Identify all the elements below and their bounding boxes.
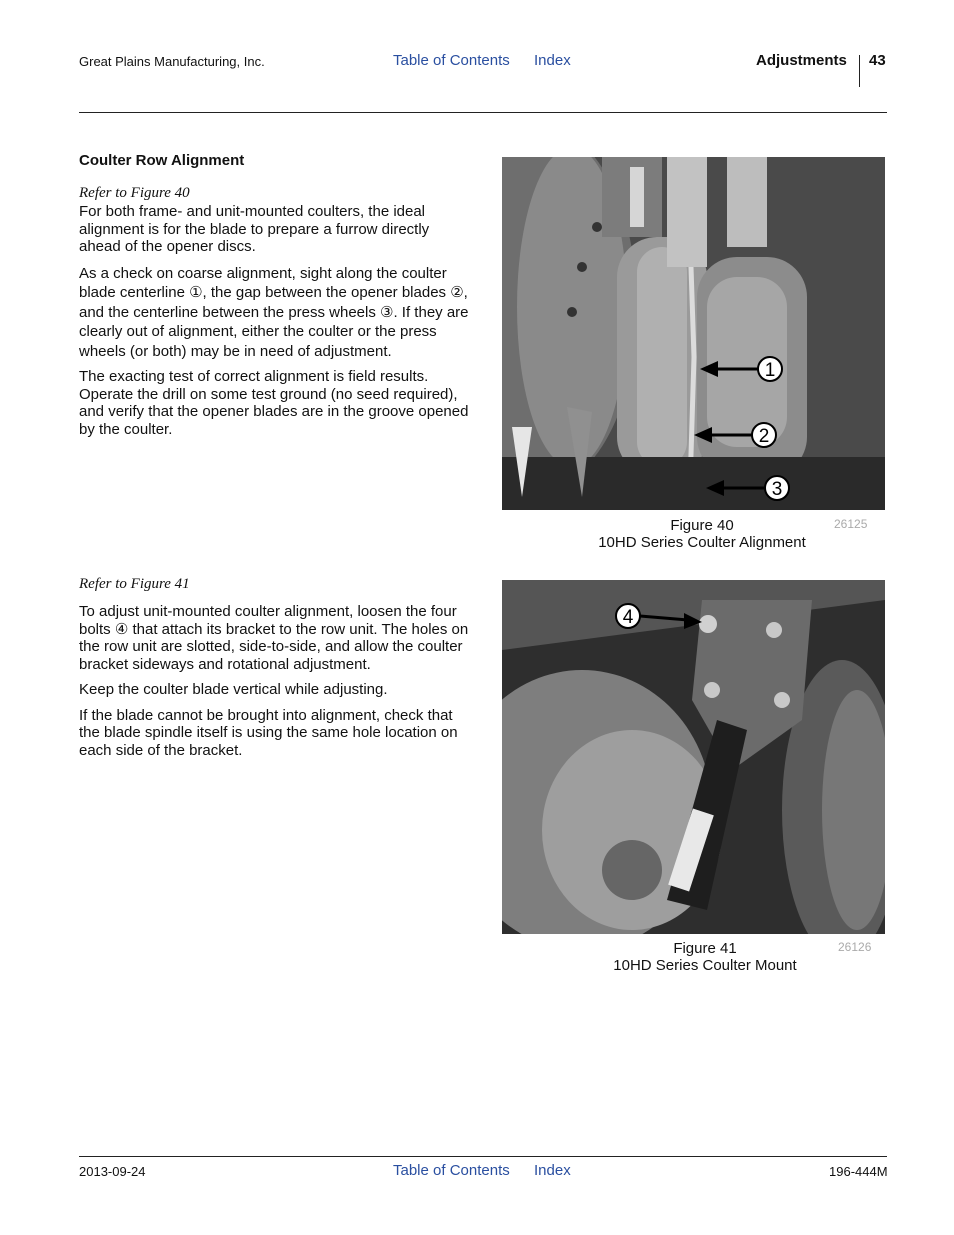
section-name: Adjustments xyxy=(756,52,847,69)
figure40-reference: Refer to Figure 40 xyxy=(79,185,190,201)
callout-3: 3 xyxy=(771,479,783,500)
footer-date: 2013-09-24 xyxy=(79,1164,146,1179)
coulter-alignment-illustration xyxy=(502,157,885,510)
figure41-image-id: 26126 xyxy=(838,940,872,954)
figure41-number: Figure 41 xyxy=(673,940,737,957)
figure40-title: 10HD Series Coulter Alignment xyxy=(598,534,806,551)
footer-toc-link[interactable]: Table of Contents xyxy=(393,1162,510,1179)
coulter-mount-illustration xyxy=(502,580,885,934)
header-rule xyxy=(79,112,887,113)
paragraph: The exacting test of correct alignment is field results. Operate the drill on some test ground (no seed required), and verify that the opener blades are in the groove opened by the coulter. xyxy=(79,368,469,438)
paragraph: To adjust unit-mounted coulter alignment, loosen the four bolts ④ that attach its bracket to the row unit. The holes on the row unit are slotted, side-to-side, and allow the coulter bracket sideways and rotational adjustment. xyxy=(79,603,469,673)
section2-body xyxy=(79,603,471,759)
paragraph: As a check on coarse alignment, sight along the coulter blade centerline ①, the gap between the opener blades ②, and the centerline between the press wheels ③. If they are clearly out of alignment, either the coulter or the press wheels (or both) may be in need of adjustment. xyxy=(79,264,469,360)
coulter-mount-photo xyxy=(502,580,885,934)
header-divider xyxy=(859,55,860,87)
section-title: Coulter Row Alignment xyxy=(79,152,245,169)
header-index-link[interactable]: Index xyxy=(534,52,571,69)
footer-rule xyxy=(79,1156,887,1157)
callout-4: 4 xyxy=(622,607,634,628)
page-number: 43 xyxy=(869,52,886,69)
figure40-image-id: 26125 xyxy=(834,517,868,531)
company-name: Great Plains Manufacturing, Inc. xyxy=(79,54,265,69)
callout-1: 1 xyxy=(764,360,776,381)
callout-2: 2 xyxy=(758,426,770,447)
figure41-title: 10HD Series Coulter Mount xyxy=(613,957,797,974)
paragraph: For both frame- and unit-mounted coulters, the ideal alignment is for the blade to prepare a furrow directly ahead of the opener discs. xyxy=(79,203,430,255)
header-toc-link[interactable]: Table of Contents xyxy=(393,52,510,69)
footer-index-link[interactable]: Index xyxy=(534,1162,571,1179)
section1-body xyxy=(79,203,471,438)
coulter-alignment-photo xyxy=(502,157,885,510)
paragraph: If the blade cannot be brought into alignment, check that the blade spindle itself is using the same hole location on each side of the bracket. xyxy=(79,706,458,759)
figure40-number: Figure 40 xyxy=(670,517,734,534)
figure41-reference: Refer to Figure 41 xyxy=(79,576,190,592)
paragraph: Keep the coulter blade vertical while adjusting. xyxy=(79,681,388,698)
footer-doc-number: 196-444M xyxy=(829,1164,888,1179)
